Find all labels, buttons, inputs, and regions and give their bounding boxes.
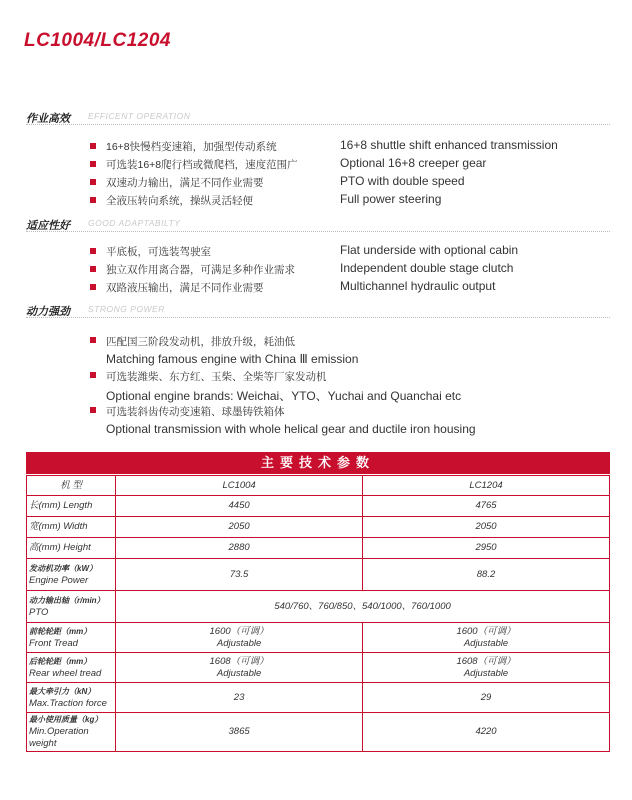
row-label-cn: 前轮轮距（mm） — [29, 626, 92, 636]
cell-value: 2950 — [363, 538, 610, 559]
row-label-cn: 最大牵引力（kN） — [29, 686, 96, 696]
feature-cn: 可选装16+8爬行档或微爬档，速度范围广 — [106, 159, 298, 171]
feature-cn: 匹配国三阶段发动机，排放升级，耗油低 — [106, 336, 295, 348]
red-square-bullet-icon — [90, 372, 96, 378]
feature-cn: 双路液压输出，满足不同作业需要 — [106, 282, 264, 294]
row-label-cn: 动力输出轴（r/min） — [29, 595, 105, 605]
feature-en: Matching famous engine with China Ⅲ emission — [106, 352, 359, 366]
feature-en: Optional transmission with whole helical gear and ductile iron housing — [106, 422, 476, 436]
row-label-en: Min.Operation weight — [29, 726, 89, 749]
cell-value-line: Adjustable — [463, 637, 509, 649]
cell-value-line: 1600（可调） — [209, 625, 269, 637]
header-model-1: LC1004 — [116, 476, 363, 496]
feature-cn: 独立双作用离合器，可满足多种作业需求 — [106, 264, 295, 276]
cell-value: 4450 — [116, 496, 363, 517]
feature-en: Flat underside with optional cabin — [340, 243, 519, 257]
red-square-bullet-icon — [90, 337, 96, 343]
row-label: 高(mm) Height — [27, 538, 116, 559]
cell-value: 4220 — [363, 713, 610, 752]
row-label-en: Max.Traction force — [29, 697, 107, 709]
red-square-bullet-icon — [90, 407, 96, 413]
cell-value-line: Adjustable — [216, 637, 262, 649]
row-label-cn: 发动机功率（kW） — [29, 563, 97, 573]
table-row — [27, 653, 610, 683]
page-title: LC1004/LC1204 — [24, 30, 171, 51]
cell-value-line: 1608（可调） — [456, 655, 516, 667]
section-title-cn: 作业高效 — [26, 113, 70, 125]
header-label: 机 型 — [27, 476, 116, 496]
feature-cn: 平底板，可选装驾驶室 — [106, 246, 211, 258]
red-square-bullet-icon — [90, 266, 96, 272]
feature-cn: 全液压转向系统，操纵灵活轻便 — [106, 195, 253, 207]
cell-value — [116, 653, 363, 683]
feature-en: Optional engine brands: Weichai、YTO、Yuchai and Quanchai etc — [106, 389, 462, 403]
row-label-en: Front Tread — [29, 637, 78, 649]
section-title-en: GOOD ADAPTABILTY — [88, 218, 181, 228]
cell-value: 23 — [116, 683, 363, 713]
feature-cn: 可选装潍柴、东方红、玉柴、全柴等厂家发动机 — [106, 371, 327, 383]
table-row — [27, 538, 610, 559]
red-square-bullet-icon — [90, 143, 96, 149]
table-row — [27, 559, 610, 591]
cell-value: 88.2 — [363, 559, 610, 591]
section-header-efficient-operation — [26, 110, 610, 125]
table-row — [27, 517, 610, 538]
table-row — [27, 591, 610, 623]
section-header-strong-power — [26, 303, 610, 318]
cell-value-line: 1600（可调） — [456, 625, 516, 637]
cell-value — [116, 623, 363, 653]
feature-en: Multichannel hydraulic output — [340, 279, 496, 293]
section-header-good-adaptability — [26, 217, 610, 232]
red-square-bullet-icon — [90, 161, 96, 167]
cell-value: 2050 — [363, 517, 610, 538]
row-label-en: Engine Power — [29, 574, 89, 586]
cell-value: 3865 — [116, 713, 363, 752]
cell-value-merged: 540/760、760/850、540/1000、760/1000 — [116, 591, 610, 623]
row-label — [27, 623, 116, 653]
feature-en: Independent double stage clutch — [340, 261, 514, 275]
cell-value-line: 1608（可调） — [209, 655, 269, 667]
feature-en: PTO with double speed — [340, 174, 465, 188]
row-label-en: Rear wheel tread — [29, 667, 102, 679]
section-title-en: STRONG POWER — [88, 304, 165, 314]
row-label — [27, 559, 116, 591]
row-label: 长(mm) Length — [27, 496, 116, 517]
row-label-cn: 后轮轮距（mm） — [29, 656, 92, 666]
table-row — [27, 623, 610, 653]
specs-table — [26, 475, 610, 752]
table-header-row — [27, 476, 610, 496]
row-label — [27, 653, 116, 683]
section-title-cn: 动力强劲 — [26, 306, 70, 318]
cell-value — [363, 623, 610, 653]
red-square-bullet-icon — [90, 197, 96, 203]
table-row — [27, 496, 610, 517]
header-model-2: LC1204 — [363, 476, 610, 496]
feature-cn: 16+8快慢档变速箱，加强型传动系统 — [106, 141, 277, 153]
feature-en: Optional 16+8 creeper gear — [340, 156, 487, 170]
row-label — [27, 713, 116, 752]
cell-value: 2050 — [116, 517, 363, 538]
red-square-bullet-icon — [90, 284, 96, 290]
cell-value — [363, 653, 610, 683]
row-label: 宽(mm) Width — [27, 517, 116, 538]
feature-en: Full power steering — [340, 192, 442, 206]
cell-value-line: Adjustable — [216, 667, 262, 679]
red-square-bullet-icon — [90, 248, 96, 254]
feature-cn: 可选装斜齿传动变速箱、球墨铸铁箱体 — [106, 406, 285, 418]
cell-value-line: Adjustable — [463, 667, 509, 679]
row-label — [27, 683, 116, 713]
specs-banner: 主要技术参数 — [26, 452, 610, 474]
row-label-en: PTO — [29, 606, 49, 618]
cell-value: 73.5 — [116, 559, 363, 591]
cell-value: 2880 — [116, 538, 363, 559]
cell-value: 4765 — [363, 496, 610, 517]
row-label-cn: 最小使用质量（kg） — [29, 715, 103, 724]
feature-en: 16+8 shuttle shift enhanced transmission — [340, 138, 558, 152]
red-square-bullet-icon — [90, 179, 96, 185]
section-title-en: EFFICENT OPERATION — [88, 111, 191, 121]
table-row — [27, 683, 610, 713]
cell-value: 29 — [363, 683, 610, 713]
feature-cn: 双速动力输出，满足不同作业需要 — [106, 177, 264, 189]
row-label — [27, 591, 116, 623]
section-title-cn: 适应性好 — [26, 220, 70, 232]
table-row — [27, 713, 610, 752]
